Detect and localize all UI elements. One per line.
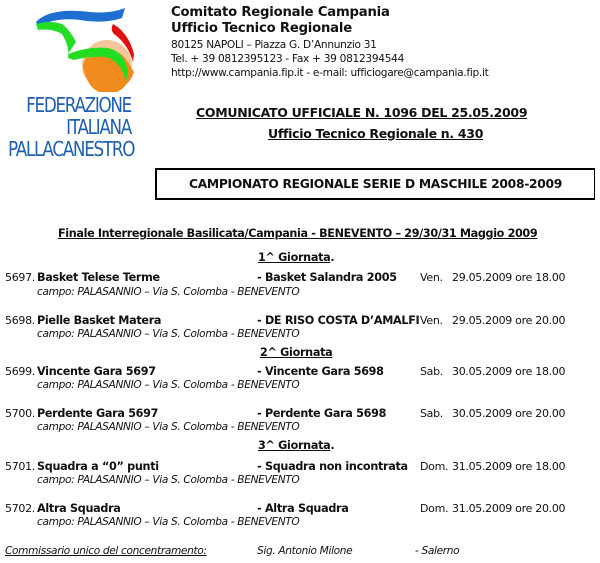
wordmark-line: FEDERAZIONE xyxy=(26,93,132,117)
venue: campo: PALASANNIO – Via S. Colomba - BENEVENTO xyxy=(37,516,300,528)
game-number: 5701. xyxy=(5,460,35,473)
game-number: 5700. xyxy=(5,407,35,420)
away-team: - Altra Squadra xyxy=(257,502,349,515)
away-team: - Vincente Gara 5698 xyxy=(257,365,384,378)
game-datetime: 29.05.2009 ore 20.00 xyxy=(452,314,566,327)
venue: campo: PALASANNIO – Via S. Colomba - BENEVENTO xyxy=(37,474,300,486)
round-suffix: . xyxy=(330,251,335,264)
home-team: Vincente Gara 5697 xyxy=(37,365,156,378)
commissioner-label: Commissario unico del concentramento: xyxy=(5,545,207,557)
round-heading xyxy=(258,251,334,264)
game-day: Dom. xyxy=(420,502,449,515)
away-team: - Squadra non incontrata xyxy=(257,460,408,473)
home-team: Pielle Basket Matera xyxy=(37,314,162,327)
venue: campo: PALASANNIO – Via S. Colomba - BENEVENTO xyxy=(37,328,300,340)
round-heading xyxy=(260,346,332,359)
home-team: Basket Telese Terme xyxy=(37,271,160,284)
game-day: Dom. xyxy=(420,460,449,473)
address: 80125 NAPOLI – Piazza G. D’Annunzio 31 xyxy=(171,39,377,51)
venue: campo: PALASANNIO – Via S. Colomba - BENEVENTO xyxy=(37,286,300,298)
home-team: Squadra a “0” punti xyxy=(37,460,159,473)
web-email: http://www.campania.fip.it - e-mail: ufficiogare@campania.fip.it xyxy=(171,67,489,79)
commissioner-name: Sig. Antonio Milone xyxy=(257,545,353,557)
game-number: 5699. xyxy=(5,365,35,378)
phone-fax: Tel. + 39 0812395123 - Fax + 39 0812394544 xyxy=(171,53,405,65)
game-number: 5697. xyxy=(5,271,35,284)
commissioner-city: - Salerno xyxy=(415,545,460,557)
game-day: Ven. xyxy=(420,314,443,327)
org-name: Comitato Regionale Campania xyxy=(171,5,390,20)
venue: campo: PALASANNIO – Via S. Colomba - BENEVENTO xyxy=(37,379,300,391)
home-team: Perdente Gara 5697 xyxy=(37,407,159,420)
game-datetime: 31.05.2009 ore 20.00 xyxy=(452,502,566,515)
round-label: 3^ Giornata xyxy=(258,439,331,452)
round-label: 2^ Giornata xyxy=(260,346,333,359)
championship-box xyxy=(155,168,595,200)
game-number: 5702. xyxy=(5,502,35,515)
communique-subtitle: Ufficio Tecnico Regionale n. 430 xyxy=(268,126,484,141)
wordmark-line: ITALIANA xyxy=(66,115,131,139)
home-team: Altra Squadra xyxy=(37,502,121,515)
communique-title: COMUNICATO UFFICIALE N. 1096 DEL 25.05.2009 xyxy=(196,105,528,120)
event-title: Finale Interregionale Basilicata/Campania - BENEVENTO – 29/30/31 Maggio 2009 xyxy=(58,227,538,240)
away-team: - DE RISO COSTA D’AMALFI xyxy=(257,314,420,327)
fip-wordmark xyxy=(8,93,135,161)
round-label: 1^ Giornata xyxy=(258,251,331,264)
venue: campo: PALASANNIO – Via S. Colomba - BENEVENTO xyxy=(37,421,300,433)
round-heading xyxy=(258,439,334,452)
championship-title: CAMPIONATO REGIONALE SERIE D MASCHILE 2008-2009 xyxy=(188,177,563,191)
office-name: Ufficio Tecnico Regionale xyxy=(171,21,352,36)
round-suffix: . xyxy=(330,439,335,452)
away-team: - Perdente Gara 5698 xyxy=(257,407,387,420)
game-datetime: 30.05.2009 ore 18.00 xyxy=(452,365,566,378)
game-day: Sab. xyxy=(420,407,444,420)
wordmark-line: PALLACANESTRO xyxy=(8,137,135,161)
game-datetime: 31.05.2009 ore 18.00 xyxy=(452,460,566,473)
game-datetime: 29.05.2009 ore 18.00 xyxy=(452,271,566,284)
game-day: Sab. xyxy=(420,365,444,378)
fip-emblem-icon xyxy=(10,2,160,92)
game-number: 5698. xyxy=(5,314,35,327)
away-team: - Basket Salandra 2005 xyxy=(257,271,397,284)
game-day: Ven. xyxy=(420,271,443,284)
game-datetime: 30.05.2009 ore 20.00 xyxy=(452,407,566,420)
